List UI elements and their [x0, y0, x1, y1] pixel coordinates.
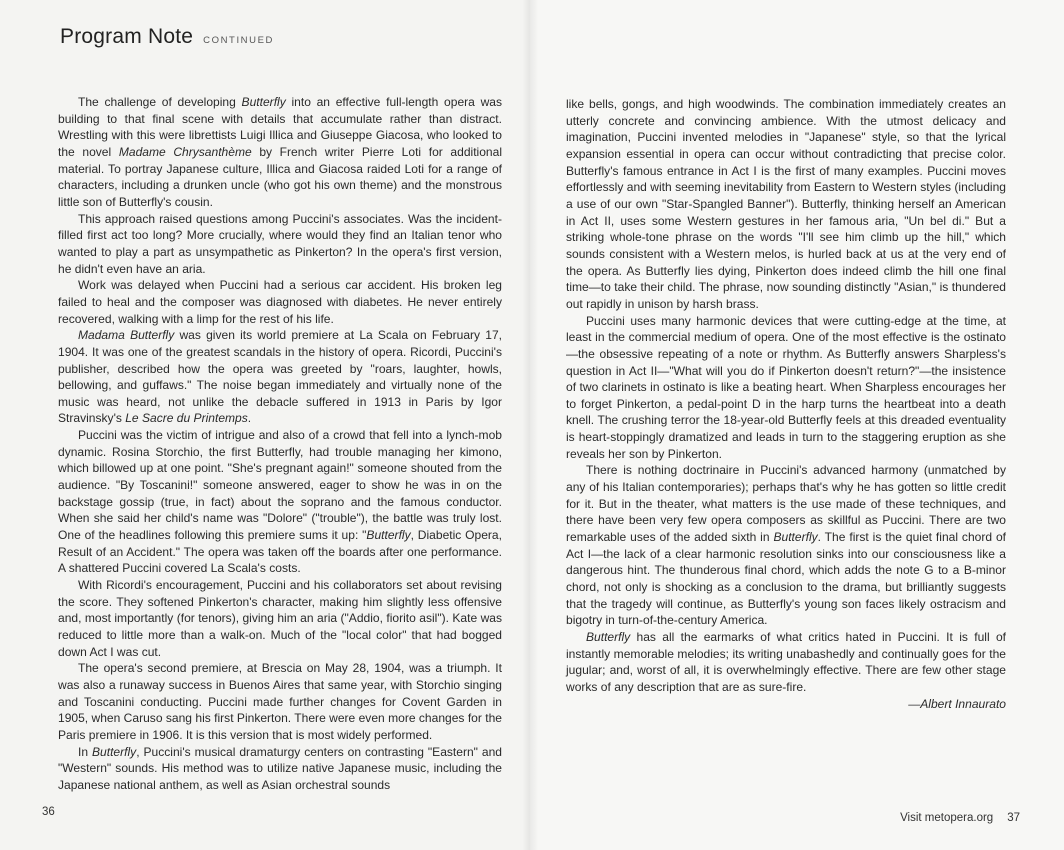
paragraph	[58, 744, 502, 794]
website-link: Visit metopera.org	[900, 812, 994, 824]
body-text: . The first is the quiet final chord of Act I—the lack of a clear harmonic resolution sinks into our consciousness like a dangerous hint. The thunderous final chord, which adds the note G to a B-minor chord, not only is shocking as a conclusion to the drama, but brilliantly suggests that the tragedy will continue, as Butterfly's young son faces likely ostracism and bigotry in turn-of-the-century America.	[566, 530, 1007, 628]
left-text-column	[58, 94, 502, 794]
body-text: With Ricordi's encouragement, Puccini and his collaborators set about revising the score. They softened Pinkerton's character, making him slightly less offensive and, most importantly (for tenors), giving him an aria ("Addio, fiorito asil"). Kate was reduced to little more than a walk-on. Much of the "local color" that had bogged down Act I was cut.	[58, 578, 502, 659]
paragraph	[58, 327, 502, 427]
body-text: .	[247, 411, 252, 426]
paragraph	[566, 629, 1006, 696]
body-text: by French writer Pierre Loti for additional material. To portray Japanese culture, Illica and Giacosa raided Loti for a range of characters, including a drunken uncle (who got his own theme) and the monstrous little son of Butterfly's cousin.	[58, 144, 502, 209]
body-text: Work was delayed when Puccini had a serious car accident. His broken leg failed to heal and the composer was diagnosed with diabetes. He never entirely recovered, walking with a limp for the rest of his life.	[58, 278, 502, 326]
page-footer-right	[900, 812, 1020, 824]
italic-title-text: Madama Butterfly	[78, 328, 175, 343]
body-text: This approach raised questions among Puccini's associates. Was the incident-filled first act too long? More crucially, where would they find an Italian tenor who wanted to play a part as unsympathetic as Pinkerton? In the opera's first version, he didn't even have an aria.	[58, 211, 502, 276]
italic-title-text: Butterfly	[241, 95, 286, 109]
italic-title-text: Le Sacre du Printemps	[125, 411, 248, 426]
paragraph	[58, 277, 502, 327]
body-text: Puccini uses many harmonic devices that were cutting-edge at the time, at least in the commercial medium of opera. One of the most effective is the ostinato—the obsessive repeating of a note or rhythm. As Butterfly answers Sharpless's question in Act II—"What will you do if Pinkerton doesn't return?"—the insistence of two clarinets in ostinato is like a beating heart. When Sharpless encourages her to forget Pinkerton, a pedal-point D in the harp turns the heartbeat into a death knell. The crushing terror the 18-year-old Butterfly feels at this dreaded eventuality is heart-stoppingly dramatized and leads in turn to the staggering eruption as she reveals her son by Pinkerton.	[566, 313, 1006, 461]
paragraph	[566, 462, 1006, 629]
body-text: Puccini was the victim of intrigue and also of a crowd that fell into a lynch-mob dynamic. Rosina Storchio, the first Butterfly, had trouble managing her kimono, which billowed up at one point. "She's pregnant again!" someone shouted from the audience. "By Toscanini!" someone answered, eager to show he was in on the backstage gossip (true, in fact) about the soprano and the famous conductor. When she said her child's name was "Dolore" ("trouble"), the battle was truly lost. One of the headlines following this premiere sums it up: "	[58, 428, 502, 543]
page-number-right: 37	[1007, 812, 1020, 824]
body-text: In	[78, 744, 92, 759]
page-title: Program Note	[60, 25, 194, 48]
paragraph	[58, 211, 502, 278]
paragraph	[58, 660, 502, 743]
paragraph	[58, 94, 502, 211]
italic-title-text: Butterfly	[773, 530, 818, 545]
page-number-left: 36	[42, 806, 55, 818]
paragraph	[566, 96, 1006, 313]
italic-title-text: Butterfly	[586, 630, 631, 644]
paragraph	[566, 313, 1006, 463]
paragraph	[58, 427, 502, 577]
italic-title-text: Butterfly	[366, 528, 411, 543]
italic-title-text: Butterfly	[92, 744, 137, 759]
paragraph	[58, 577, 502, 660]
continued-label: CONTINUED	[203, 35, 274, 46]
page-gutter	[522, 0, 538, 850]
body-text: The opera's second premiere, at Brescia on May 28, 1904, was a triumph. It was also a runaway success in Buenos Aires that same year, with Storchio singing and Toscanini conducting. Puccini made further changes for Covent Garden in 1905, when Caruso sang his first Pinkerton. There were even more changes for the Paris premiere in 1906. It is this version that is most widely performed.	[58, 661, 502, 742]
body-text: , Diabetic Opera, Result of an Accident." The opera was taken off the boards after one performance. A shattered Puccini covered La Scala's costs.	[58, 528, 502, 576]
author-signature: —Albert Innaurato	[908, 696, 1006, 711]
body-text: There is nothing doctrinaire in Puccini's advanced harmony (unmatched by any of his Italian contemporaries); perhaps that's why he has gotten so little credit for it. But in the theater, what matters is the use made of these techniques, and there have been very few opera composers as skillful as Puccini. There are two remarkable uses of the added sixth in	[566, 463, 1006, 545]
page-header	[60, 25, 274, 49]
body-text: has all the earmarks of what critics hated in Puccini. It is full of instantly memorable melodies; its writing unabashedly and continually goes for the jugular; and, worst of all, it is overwhelmingly effective. There are few other stage works of any description that are as sure-fire.	[566, 630, 1006, 694]
body-text: The challenge of developing	[78, 95, 242, 109]
body-text: into an effective full-length opera was building to that final scene with details that accumulate rather than distract. Wrestling with this were librettists Luigi Illica and Giuseppe Giacosa, who looked to the novel	[58, 95, 503, 159]
body-text: , Puccini's musical dramaturgy centers on contrasting "Eastern" and "Western" sounds. His method was to utilize native Japanese music, including the Japanese national anthem, as well as Asian orchestral sounds	[58, 744, 502, 792]
right-text-column	[566, 96, 1006, 712]
body-text: was given its world premiere at La Scala on February 17, 1904. It was one of the greatest scandals in the history of opera. Ricordi, Puccini's publisher, described how the opera was greeted by "roars, laughter, howls, bellowing, and guffaws." The noise began immediately and virtually none of the music was heard, not unlike the debacle suffered in 1913 in Paris by Igor Stravinsky's	[58, 328, 503, 426]
body-text: like bells, gongs, and high woodwinds. The combination immediately creates an utterly concrete and convincing ambience. With the utmost delicacy and imagination, Puccini invented melodies in "Japanese" style, so that the lyrical expansion essential in opera can occur without contradicting that precise color. Butterfly's famous entrance in Act I is the first of many examples. Puccini moves effortlessly and with seeming inevitability from Eastern to Western styles (including a use of our own "Star-Spangled Banner"). Butterfly, thinking herself an American in Act II, uses some Western gestures in her famous aria, "Un bel di." But a striking whole-tone phrase on the words "I'll see him climb up the hill," which sounds consistent with a Western melos, is hurled back at us at the very end of the opera. As Butterfly lies dying, Pinkerton does indeed climb the hill one final time—to take their child. The phrase, now sounding distinctly "Asian," is thundered out rapidly in unison by harsh brass.	[566, 97, 1006, 311]
italic-title-text: Madame Chrysanthème	[118, 144, 252, 159]
